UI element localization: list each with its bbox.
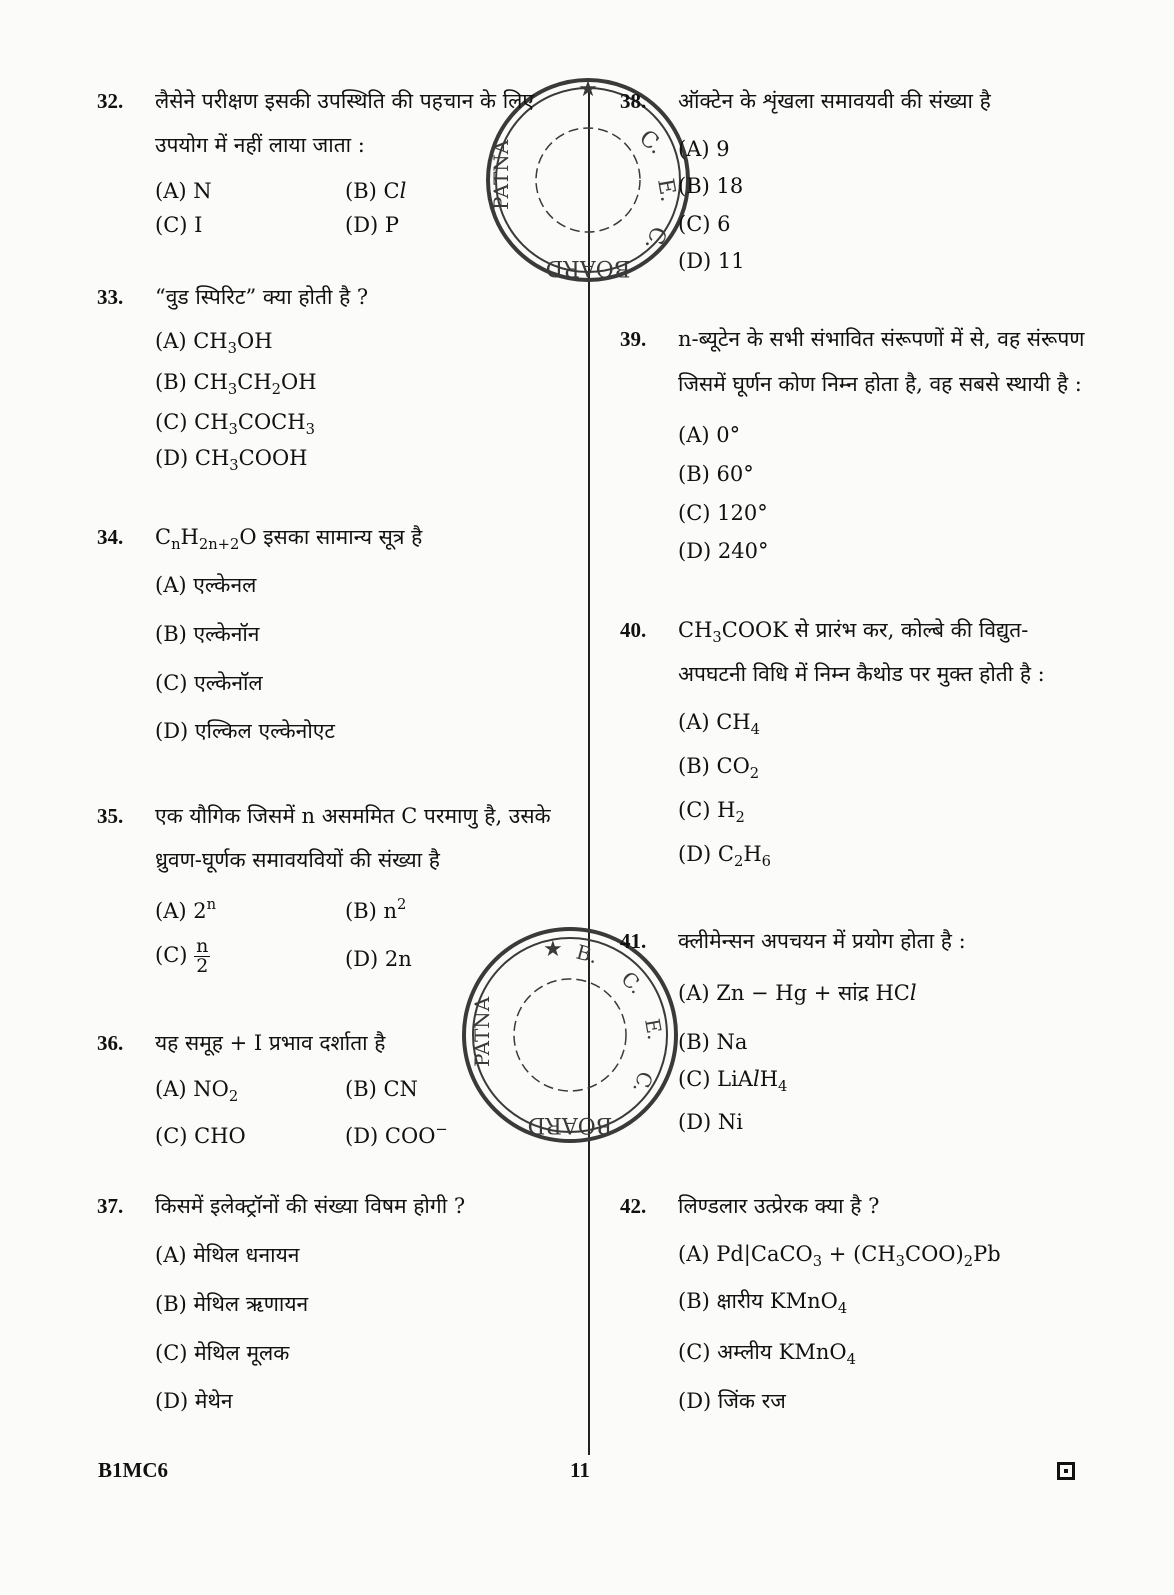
svg-text:E.: E. [640,1016,668,1042]
option-a: (A) $NO_2$ [155,1077,239,1106]
option-d: (D) $CH_3COOH$ [155,446,308,475]
question-36 [97,1030,577,1160]
option-d: (D) जिंक रज [678,1389,786,1413]
option-a: (A) N [155,179,212,203]
column-divider [588,90,590,1455]
option-a: (A) 9 [678,137,730,161]
question-stem: n-ब्यूटेन के सभी संभावित संरूपणों में से, वह संरूपण [678,327,1085,351]
question-stem: जिसमें घूर्णन कोण निम्न होता है, वह सबसे स्थायी है : [678,372,1082,396]
question-stem: $CH_3COOK$ से प्रारंभ कर, कोल्बे की विद्युत- [678,618,1029,647]
option-c: (C) एल्केनॉल [155,671,263,695]
option-d: (D) एल्किल एल्केनोएट [155,719,335,743]
option-b: (B) क्षारीय KMnO$_4$ [678,1289,848,1318]
page-number: 11 [570,1458,590,1482]
option-d: (D) 2n [345,947,412,971]
question-number: 33. [97,285,124,309]
option-b: (B) मेथिल ऋणायन [155,1292,309,1316]
option-d: (D) $C_2H_6$ [678,842,772,871]
question-42 [620,1193,1090,1433]
svg-text:B.: B. [573,939,601,969]
option-a: (A) 2$^n$ [155,896,217,923]
question-number: 37. [97,1194,124,1218]
svg-text:BOARD: BOARD [545,255,631,280]
question-stem: “वुड स्पिरिट” क्या होती है ? [155,285,369,309]
option-a: (A) Pd|CaCO$_3$ + $(CH_3COO)_2Pb$ [678,1242,1001,1271]
question-stem: लिण्डलार उत्प्रेरक क्या है ? [678,1194,880,1218]
question-39 [620,326,1090,566]
option-b: (B) $n^2$ [345,896,407,923]
option-c: (C) अम्लीय KMnO$_4$ [678,1340,856,1369]
question-35 [97,803,577,993]
option-d: (D) Ni [678,1110,743,1134]
svg-text:PATNA: PATNA [489,139,513,210]
question-stem: एक यौगिक जिसमें n असममित C परमाणु है, उसके [155,804,551,828]
option-c: (C) $CH_3COCH_3$ [155,410,315,439]
question-32 [97,88,577,248]
option-c: (C) LiAlH$_4$ [678,1067,788,1096]
question-stem: क्लीमेन्सन अपचयन में प्रयोग होता है : [678,929,966,953]
option-d: (D) 11 [678,249,745,273]
svg-text:C.: C. [639,222,671,254]
svg-text:C.: C. [616,966,649,999]
question-stem: यह समूह + I प्रभाव दर्शाता है [155,1031,386,1055]
question-number: 36. [97,1031,124,1055]
question-stem: $C_nH_{2n+2}O$ इसका सामान्य सूत्र है [155,525,423,554]
option-c: (C) 6 [678,212,731,236]
question-number: 38. [620,89,647,113]
option-c: (C) मेथिल मूलक [155,1341,290,1365]
question-number: 40. [620,618,647,642]
question-stem: ऑक्टेन के शृंखला समावयवी की संख्या है [678,89,991,113]
question-34 [97,524,577,754]
question-number: 42. [620,1194,647,1218]
option-a: (A) एल्केनल [155,573,257,597]
option-c: (C) CHO [155,1124,246,1148]
svg-text:C.: C. [628,1068,658,1097]
svg-text:★: ★ [578,77,598,102]
question-number: 35. [97,804,124,828]
question-number: 39. [620,327,647,351]
question-stem: अपघटनी विधि में निम्न कैथोड पर मुक्त होती है : [678,662,1045,686]
question-41 [620,928,1090,1134]
question-stem: किसमें इलेक्ट्रॉनों की संख्या विषम होगी ? [155,1194,466,1218]
svg-text:BOARD: BOARD [527,1112,613,1137]
svg-text:C.: C. [634,125,668,160]
option-a: (A) 0° [678,423,741,447]
option-c: (C) I [155,213,203,237]
question-38 [620,88,1090,278]
option-b: (B) $CH_3CH_2OH$ [155,370,317,399]
option-d: (D) मेथेन [155,1389,233,1413]
question-40 [620,617,1090,877]
square-marker-icon [1057,1462,1075,1480]
option-c: (C) 120° [678,501,768,525]
option-b: (B) Na [678,1030,748,1054]
option-b: (B) 18 [678,174,744,198]
svg-text:E.: E. [652,176,681,204]
question-37 [97,1193,577,1433]
option-a: (A) मेथिल धनायन [155,1243,300,1267]
option-c: (C) $H_2$ [678,798,745,827]
option-a: (A) Zn − Hg + सांद्र HCl [678,981,917,1005]
option-a: (A) $CH_3OH$ [155,329,273,358]
option-b: (B) 60° [678,462,754,486]
question-number: 41. [620,929,647,953]
option-b: (B) $CO_2$ [678,754,760,783]
question-33 [97,284,577,474]
option-c: (C) $\frac{n}{2}$ [155,935,209,977]
svg-text:PATNA: PATNA [470,996,494,1067]
option-d: (D) P [345,213,400,237]
option-a: (A) $CH_4$ [678,710,760,739]
question-number: 34. [97,525,124,549]
option-d: (D) 240° [678,539,769,563]
booklet-code: B1MC6 [98,1458,168,1482]
question-stem: उपयोग में नहीं लाया जाता : [155,133,365,157]
question-number: 32. [97,89,124,113]
option-b: (B) एल्केनॉन [155,622,260,646]
option-d: (D) COO− [345,1121,448,1148]
svg-text:★: ★ [543,937,563,962]
question-stem: लैसेने परीक्षण इसकी उपस्थिति की पहचान के लिए [155,89,535,113]
option-b: (B) Cl [345,179,407,203]
question-stem: ध्रुवण-घूर्णक समावयवियों की संख्या है [155,848,440,872]
option-b: (B) CN [345,1077,418,1101]
